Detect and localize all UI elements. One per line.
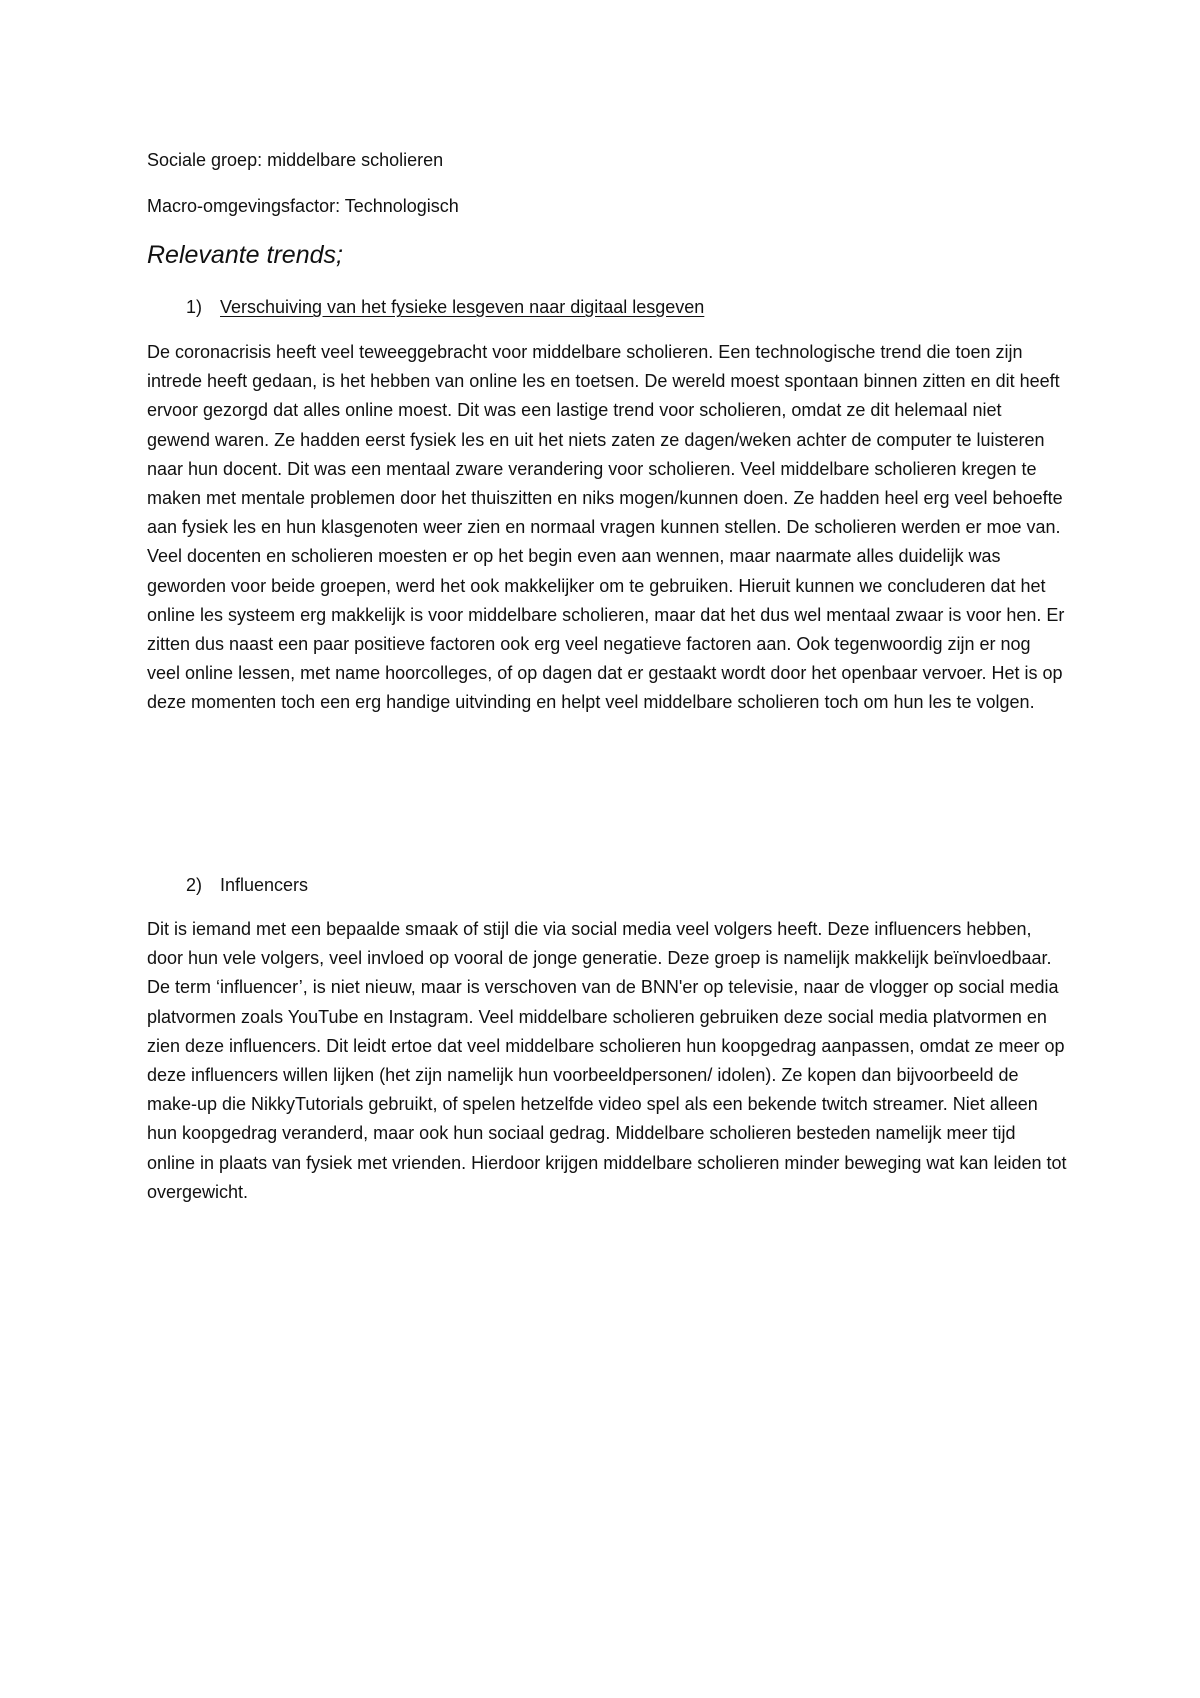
trend-2-number: 2) bbox=[186, 875, 203, 895]
trend-1-number: 1) bbox=[186, 297, 203, 317]
trend-2-paragraph: Dit is iemand met een bepaalde smaak of stijl die via social media veel volgers heeft. Deze influencers hebben, door hun vele volgers, veel invloed op vooral de jonge generatie. Deze groep is namelijk makkelijk beïnvloedbaar. De term ‘influencer’, is niet nieuw, maar is verschoven van de BNN'er op televisie, naar de vlogger op social media platvormen zoals YouTube en Instagram. Veel middelbare scholieren gebruiken deze social media platvormen en zien deze influencers. Dit leidt ertoe dat veel middelbare scholieren hun koopgedrag aanpassen, omdat ze meer op deze influencers willen lijken (het zijn namelijk hun voorbeeldpersonen/ idolen). Ze kopen dan bijvoorbeeld de make-up die NikkyTutorials gebruikt, of spelen hetzelfde video spel als een bekende twitch streamer. Niet alleen hun koopgedrag veranderd, maar ook hun sociaal gedrag. Middelbare scholieren besteden namelijk meer tijd online in plaats van fysiek met vrienden. Hierdoor krijgen middelbare scholieren minder beweging wat kan leiden tot overgewicht. bbox=[147, 919, 1067, 1202]
social-group-line: Sociale groep: middelbare scholieren bbox=[147, 150, 444, 170]
trend-1-title-text: Verschuiving van het fysieke lesgeven naar digitaal lesgeven bbox=[220, 297, 705, 317]
trend-1-title bbox=[186, 295, 704, 319]
trend-1-paragraph: De coronacrisis heeft veel teweeggebracht voor middelbare scholieren. Een technologische trend die toen zijn intrede heeft gedaan, is het hebben van online les en toetsen. De wereld moest spontaan binnen zitten en dit heeft ervoor gezorgd dat alles online moest. Dit was een lastige trend voor scholieren, omdat ze dit helemaal niet gewend waren. Ze hadden eerst fysiek les en uit het niets zaten ze dagen/weken achter de computer te luisteren naar hun docent. Dit was een mentaal zware verandering voor scholieren. Veel middelbare scholieren kregen te maken met mentale problemen door het thuiszitten en niks mogen/kunnen doen. Ze hadden heel erg veel behoefte aan fysiek les en hun klasgenoten weer zien en normaal vragen kunnen stellen. De scholieren werden er moe van. Veel docenten en scholieren moesten er op het begin even aan wennen, maar naarmate alles duidelijk was geworden voor beide groepen, werd het ook makkelijker om te gebruiken. Hieruit kunnen we concluderen dat het online les systeem erg makkelijk is voor middelbare scholieren, maar dat het dus wel mentaal zwaar is voor hen. Er zitten dus naast een paar positieve factoren ook erg veel negatieve factoren aan. Ook tegenwoordig zijn er nog veel online lessen, met name hoorcolleges, of op dagen dat er gestaakt wordt door het openbaar vervoer. Het is op deze momenten toch een erg handige uitvinding en helpt veel middelbare scholieren toch om hun les te volgen. bbox=[147, 342, 1065, 713]
section-heading: Relevante trends; bbox=[147, 241, 343, 269]
trend-2-title-text: Influencers bbox=[220, 875, 309, 895]
macro-factor-line: Macro-omgevingsfactor: Technologisch bbox=[147, 196, 459, 216]
trend-2-title bbox=[186, 873, 308, 897]
